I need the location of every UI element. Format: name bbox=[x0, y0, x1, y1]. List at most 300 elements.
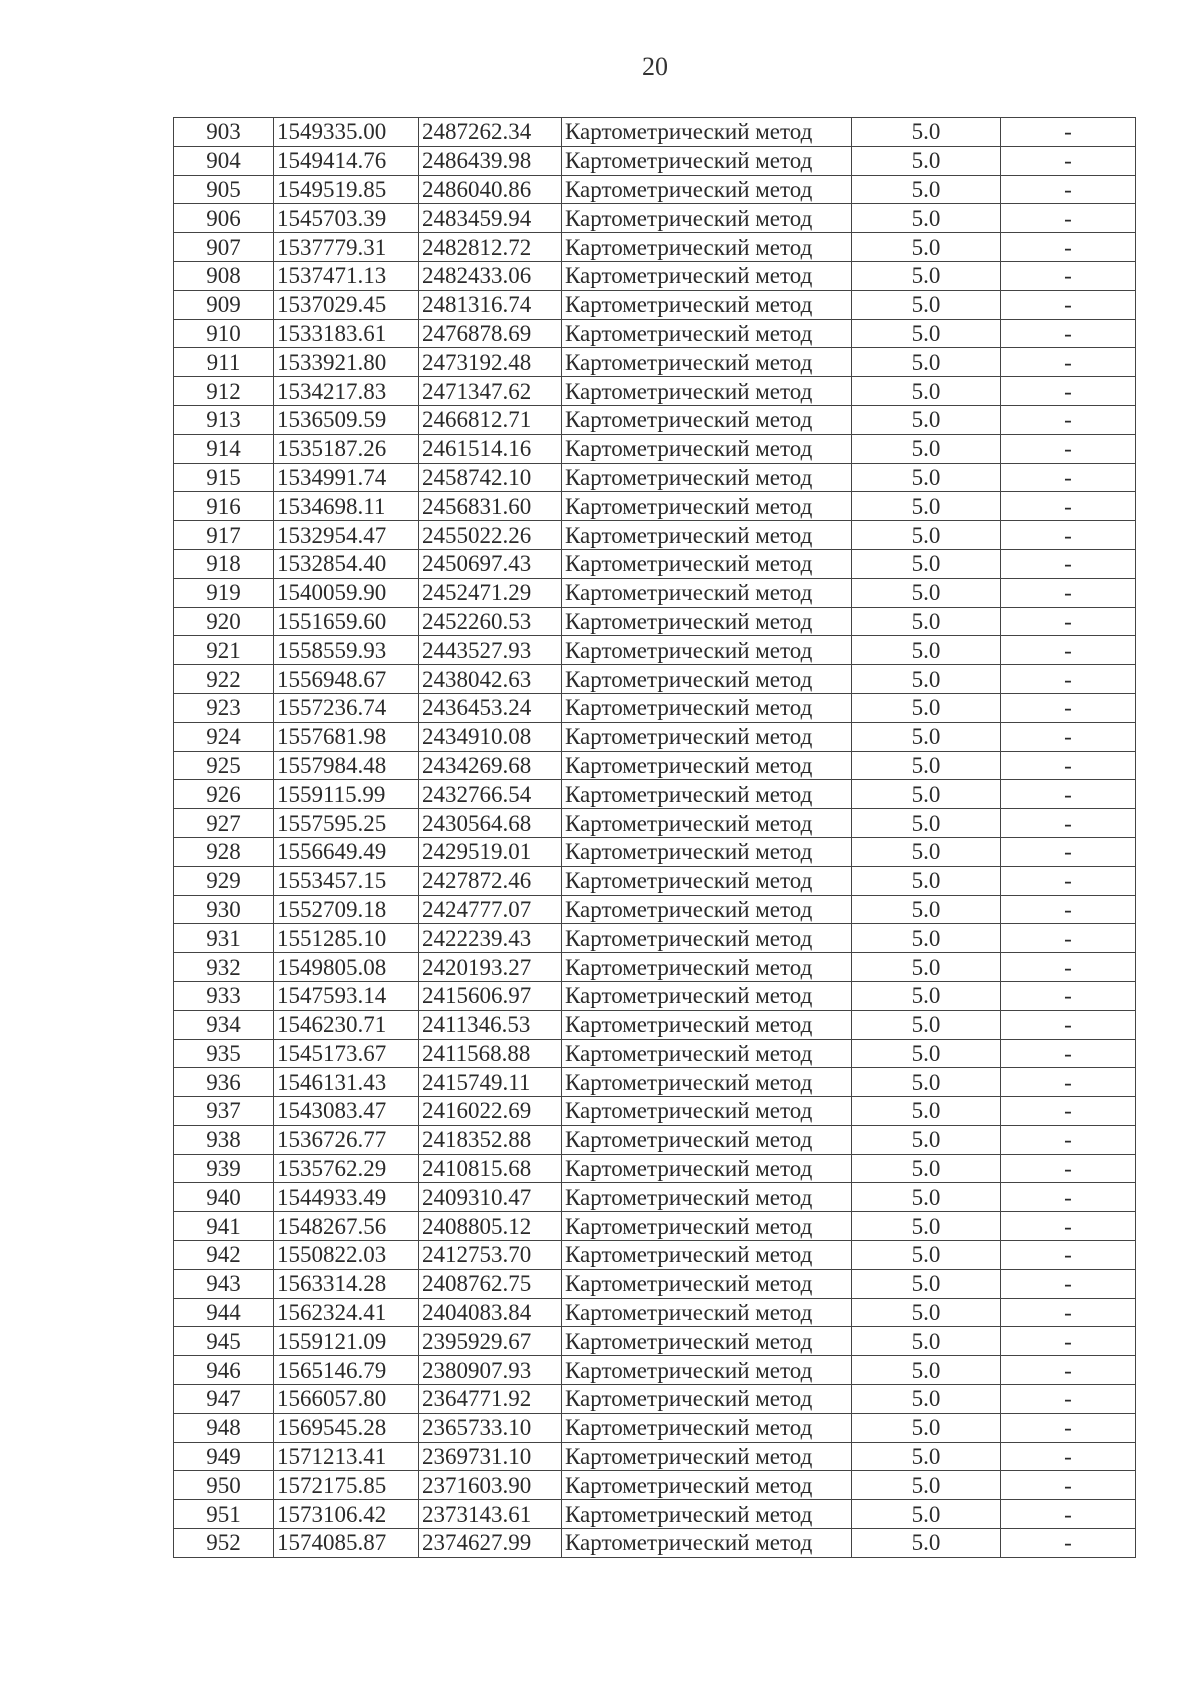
x-coordinate-cell: 1573106.42 bbox=[274, 1500, 419, 1529]
note-cell: - bbox=[1001, 1298, 1136, 1327]
accuracy-cell: 5.0 bbox=[852, 866, 1001, 895]
x-coordinate-cell: 1540059.90 bbox=[274, 578, 419, 607]
y-coordinate-cell: 2434269.68 bbox=[419, 751, 562, 780]
table-row bbox=[174, 636, 1136, 665]
point-number-cell: 904 bbox=[174, 146, 274, 175]
note-cell: - bbox=[1001, 607, 1136, 636]
table-row bbox=[174, 578, 1136, 607]
table-row bbox=[174, 290, 1136, 319]
y-coordinate-cell: 2411568.88 bbox=[419, 1039, 562, 1068]
note-cell: - bbox=[1001, 1068, 1136, 1097]
accuracy-cell: 5.0 bbox=[852, 319, 1001, 348]
x-coordinate-cell: 1563314.28 bbox=[274, 1269, 419, 1298]
y-coordinate-cell: 2443527.93 bbox=[419, 636, 562, 665]
accuracy-cell: 5.0 bbox=[852, 175, 1001, 204]
point-number-cell: 921 bbox=[174, 636, 274, 665]
note-cell: - bbox=[1001, 1500, 1136, 1529]
point-number-cell: 905 bbox=[174, 175, 274, 204]
x-coordinate-cell: 1551659.60 bbox=[274, 607, 419, 636]
table-row bbox=[174, 233, 1136, 262]
accuracy-cell: 5.0 bbox=[852, 895, 1001, 924]
point-number-cell: 944 bbox=[174, 1298, 274, 1327]
accuracy-cell: 5.0 bbox=[852, 463, 1001, 492]
point-number-cell: 923 bbox=[174, 693, 274, 722]
accuracy-cell: 5.0 bbox=[852, 693, 1001, 722]
point-number-cell: 935 bbox=[174, 1039, 274, 1068]
point-number-cell: 927 bbox=[174, 809, 274, 838]
point-number-cell: 942 bbox=[174, 1241, 274, 1270]
x-coordinate-cell: 1571213.41 bbox=[274, 1442, 419, 1471]
method-cell: Картометрический метод bbox=[562, 780, 852, 809]
y-coordinate-cell: 2404083.84 bbox=[419, 1298, 562, 1327]
page-number: 20 bbox=[642, 52, 668, 81]
y-coordinate-cell: 2418352.88 bbox=[419, 1125, 562, 1154]
y-coordinate-cell: 2420193.27 bbox=[419, 953, 562, 982]
y-coordinate-cell: 2408762.75 bbox=[419, 1269, 562, 1298]
accuracy-cell: 5.0 bbox=[852, 924, 1001, 953]
point-number-cell: 947 bbox=[174, 1385, 274, 1414]
note-cell: - bbox=[1001, 722, 1136, 751]
accuracy-cell: 5.0 bbox=[852, 1125, 1001, 1154]
accuracy-cell: 5.0 bbox=[852, 261, 1001, 290]
y-coordinate-cell: 2450697.43 bbox=[419, 549, 562, 578]
x-coordinate-cell: 1534991.74 bbox=[274, 463, 419, 492]
accuracy-cell: 5.0 bbox=[852, 1385, 1001, 1414]
x-coordinate-cell: 1534217.83 bbox=[274, 377, 419, 406]
method-cell: Картометрический метод bbox=[562, 924, 852, 953]
x-coordinate-cell: 1546131.43 bbox=[274, 1068, 419, 1097]
point-number-cell: 910 bbox=[174, 319, 274, 348]
x-coordinate-cell: 1547593.14 bbox=[274, 981, 419, 1010]
method-cell: Картометрический метод bbox=[562, 1269, 852, 1298]
table-row bbox=[174, 1154, 1136, 1183]
y-coordinate-cell: 2486040.86 bbox=[419, 175, 562, 204]
y-coordinate-cell: 2408805.12 bbox=[419, 1212, 562, 1241]
method-cell: Картометрический метод bbox=[562, 1125, 852, 1154]
note-cell: - bbox=[1001, 434, 1136, 463]
table-row bbox=[174, 146, 1136, 175]
note-cell: - bbox=[1001, 1125, 1136, 1154]
y-coordinate-cell: 2412753.70 bbox=[419, 1241, 562, 1270]
note-cell: - bbox=[1001, 348, 1136, 377]
table-row bbox=[174, 549, 1136, 578]
accuracy-cell: 5.0 bbox=[852, 1183, 1001, 1212]
point-number-cell: 907 bbox=[174, 233, 274, 262]
note-cell: - bbox=[1001, 1442, 1136, 1471]
method-cell: Картометрический метод bbox=[562, 118, 852, 147]
accuracy-cell: 5.0 bbox=[852, 722, 1001, 751]
table-row bbox=[174, 1327, 1136, 1356]
point-number-cell: 939 bbox=[174, 1154, 274, 1183]
y-coordinate-cell: 2429519.01 bbox=[419, 837, 562, 866]
note-cell: - bbox=[1001, 1183, 1136, 1212]
note-cell: - bbox=[1001, 780, 1136, 809]
table-row bbox=[174, 780, 1136, 809]
note-cell: - bbox=[1001, 866, 1136, 895]
method-cell: Картометрический метод bbox=[562, 233, 852, 262]
note-cell: - bbox=[1001, 1212, 1136, 1241]
y-coordinate-cell: 2415749.11 bbox=[419, 1068, 562, 1097]
accuracy-cell: 5.0 bbox=[852, 1356, 1001, 1385]
y-coordinate-cell: 2436453.24 bbox=[419, 693, 562, 722]
y-coordinate-cell: 2473192.48 bbox=[419, 348, 562, 377]
method-cell: Картометрический метод bbox=[562, 1442, 852, 1471]
accuracy-cell: 5.0 bbox=[852, 1097, 1001, 1126]
table-row bbox=[174, 204, 1136, 233]
note-cell: - bbox=[1001, 204, 1136, 233]
point-number-cell: 928 bbox=[174, 837, 274, 866]
x-coordinate-cell: 1545703.39 bbox=[274, 204, 419, 233]
table-row bbox=[174, 1068, 1136, 1097]
accuracy-cell: 5.0 bbox=[852, 1298, 1001, 1327]
point-number-cell: 950 bbox=[174, 1471, 274, 1500]
y-coordinate-cell: 2373143.61 bbox=[419, 1500, 562, 1529]
x-coordinate-cell: 1532954.47 bbox=[274, 521, 419, 550]
y-coordinate-cell: 2427872.46 bbox=[419, 866, 562, 895]
x-coordinate-cell: 1565146.79 bbox=[274, 1356, 419, 1385]
accuracy-cell: 5.0 bbox=[852, 1212, 1001, 1241]
point-number-cell: 932 bbox=[174, 953, 274, 982]
method-cell: Картометрический метод bbox=[562, 1298, 852, 1327]
table-row bbox=[174, 1212, 1136, 1241]
method-cell: Картометрический метод bbox=[562, 1327, 852, 1356]
accuracy-cell: 5.0 bbox=[852, 809, 1001, 838]
y-coordinate-cell: 2364771.92 bbox=[419, 1385, 562, 1414]
note-cell: - bbox=[1001, 463, 1136, 492]
x-coordinate-cell: 1557236.74 bbox=[274, 693, 419, 722]
table-row bbox=[174, 1010, 1136, 1039]
method-cell: Картометрический метод bbox=[562, 405, 852, 434]
x-coordinate-cell: 1566057.80 bbox=[274, 1385, 419, 1414]
method-cell: Картометрический метод bbox=[562, 1500, 852, 1529]
point-number-cell: 940 bbox=[174, 1183, 274, 1212]
x-coordinate-cell: 1557595.25 bbox=[274, 809, 419, 838]
x-coordinate-cell: 1543083.47 bbox=[274, 1097, 419, 1126]
table-row bbox=[174, 837, 1136, 866]
x-coordinate-cell: 1569545.28 bbox=[274, 1413, 419, 1442]
x-coordinate-cell: 1536726.77 bbox=[274, 1125, 419, 1154]
y-coordinate-cell: 2369731.10 bbox=[419, 1442, 562, 1471]
table-row bbox=[174, 866, 1136, 895]
accuracy-cell: 5.0 bbox=[852, 1010, 1001, 1039]
accuracy-cell: 5.0 bbox=[852, 751, 1001, 780]
table-row bbox=[174, 463, 1136, 492]
y-coordinate-cell: 2434910.08 bbox=[419, 722, 562, 751]
point-number-cell: 911 bbox=[174, 348, 274, 377]
x-coordinate-cell: 1556948.67 bbox=[274, 665, 419, 694]
method-cell: Картометрический метод bbox=[562, 1039, 852, 1068]
y-coordinate-cell: 2481316.74 bbox=[419, 290, 562, 319]
point-number-cell: 915 bbox=[174, 463, 274, 492]
accuracy-cell: 5.0 bbox=[852, 521, 1001, 550]
point-number-cell: 946 bbox=[174, 1356, 274, 1385]
point-number-cell: 906 bbox=[174, 204, 274, 233]
accuracy-cell: 5.0 bbox=[852, 1442, 1001, 1471]
x-coordinate-cell: 1535762.29 bbox=[274, 1154, 419, 1183]
table-row bbox=[174, 175, 1136, 204]
y-coordinate-cell: 2486439.98 bbox=[419, 146, 562, 175]
note-cell: - bbox=[1001, 895, 1136, 924]
table-row bbox=[174, 1241, 1136, 1270]
note-cell: - bbox=[1001, 1327, 1136, 1356]
method-cell: Картометрический метод bbox=[562, 1241, 852, 1270]
x-coordinate-cell: 1550822.03 bbox=[274, 1241, 419, 1270]
y-coordinate-cell: 2466812.71 bbox=[419, 405, 562, 434]
accuracy-cell: 5.0 bbox=[852, 377, 1001, 406]
method-cell: Картометрический метод bbox=[562, 377, 852, 406]
accuracy-cell: 5.0 bbox=[852, 1529, 1001, 1558]
point-number-cell: 925 bbox=[174, 751, 274, 780]
note-cell: - bbox=[1001, 636, 1136, 665]
table-row bbox=[174, 722, 1136, 751]
point-number-cell: 936 bbox=[174, 1068, 274, 1097]
point-number-cell: 920 bbox=[174, 607, 274, 636]
table-row bbox=[174, 1039, 1136, 1068]
accuracy-cell: 5.0 bbox=[852, 953, 1001, 982]
accuracy-cell: 5.0 bbox=[852, 665, 1001, 694]
y-coordinate-cell: 2380907.93 bbox=[419, 1356, 562, 1385]
method-cell: Картометрический метод bbox=[562, 1154, 852, 1183]
point-number-cell: 943 bbox=[174, 1269, 274, 1298]
point-number-cell: 930 bbox=[174, 895, 274, 924]
x-coordinate-cell: 1556649.49 bbox=[274, 837, 419, 866]
point-number-cell: 951 bbox=[174, 1500, 274, 1529]
point-number-cell: 916 bbox=[174, 492, 274, 521]
note-cell: - bbox=[1001, 521, 1136, 550]
y-coordinate-cell: 2483459.94 bbox=[419, 204, 562, 233]
note-cell: - bbox=[1001, 377, 1136, 406]
point-number-cell: 945 bbox=[174, 1327, 274, 1356]
method-cell: Картометрический метод bbox=[562, 866, 852, 895]
method-cell: Картометрический метод bbox=[562, 549, 852, 578]
note-cell: - bbox=[1001, 290, 1136, 319]
accuracy-cell: 5.0 bbox=[852, 290, 1001, 319]
method-cell: Картометрический метод bbox=[562, 204, 852, 233]
accuracy-cell: 5.0 bbox=[852, 118, 1001, 147]
x-coordinate-cell: 1537779.31 bbox=[274, 233, 419, 262]
coordinates-table-body bbox=[174, 118, 1136, 1558]
table-row bbox=[174, 1125, 1136, 1154]
x-coordinate-cell: 1553457.15 bbox=[274, 866, 419, 895]
y-coordinate-cell: 2409310.47 bbox=[419, 1183, 562, 1212]
table-row bbox=[174, 751, 1136, 780]
note-cell: - bbox=[1001, 146, 1136, 175]
method-cell: Картометрический метод bbox=[562, 175, 852, 204]
y-coordinate-cell: 2430564.68 bbox=[419, 809, 562, 838]
table-row bbox=[174, 1529, 1136, 1558]
note-cell: - bbox=[1001, 578, 1136, 607]
accuracy-cell: 5.0 bbox=[852, 578, 1001, 607]
x-coordinate-cell: 1559115.99 bbox=[274, 780, 419, 809]
note-cell: - bbox=[1001, 809, 1136, 838]
table-row bbox=[174, 1356, 1136, 1385]
table-row bbox=[174, 1500, 1136, 1529]
table-row bbox=[174, 1385, 1136, 1414]
y-coordinate-cell: 2452260.53 bbox=[419, 607, 562, 636]
accuracy-cell: 5.0 bbox=[852, 233, 1001, 262]
y-coordinate-cell: 2461514.16 bbox=[419, 434, 562, 463]
x-coordinate-cell: 1535187.26 bbox=[274, 434, 419, 463]
method-cell: Картометрический метод bbox=[562, 1068, 852, 1097]
point-number-cell: 948 bbox=[174, 1413, 274, 1442]
table-row bbox=[174, 348, 1136, 377]
x-coordinate-cell: 1537471.13 bbox=[274, 261, 419, 290]
x-coordinate-cell: 1537029.45 bbox=[274, 290, 419, 319]
table-row bbox=[174, 1097, 1136, 1126]
x-coordinate-cell: 1549519.85 bbox=[274, 175, 419, 204]
note-cell: - bbox=[1001, 924, 1136, 953]
accuracy-cell: 5.0 bbox=[852, 549, 1001, 578]
note-cell: - bbox=[1001, 175, 1136, 204]
accuracy-cell: 5.0 bbox=[852, 780, 1001, 809]
note-cell: - bbox=[1001, 319, 1136, 348]
x-coordinate-cell: 1559121.09 bbox=[274, 1327, 419, 1356]
point-number-cell: 922 bbox=[174, 665, 274, 694]
point-number-cell: 938 bbox=[174, 1125, 274, 1154]
note-cell: - bbox=[1001, 1413, 1136, 1442]
point-number-cell: 933 bbox=[174, 981, 274, 1010]
table-row bbox=[174, 924, 1136, 953]
method-cell: Картометрический метод bbox=[562, 463, 852, 492]
point-number-cell: 903 bbox=[174, 118, 274, 147]
accuracy-cell: 5.0 bbox=[852, 492, 1001, 521]
accuracy-cell: 5.0 bbox=[852, 348, 1001, 377]
table-row bbox=[174, 1183, 1136, 1212]
note-cell: - bbox=[1001, 837, 1136, 866]
method-cell: Картометрический метод bbox=[562, 607, 852, 636]
method-cell: Картометрический метод bbox=[562, 1413, 852, 1442]
table-row bbox=[174, 1471, 1136, 1500]
accuracy-cell: 5.0 bbox=[852, 204, 1001, 233]
accuracy-cell: 5.0 bbox=[852, 981, 1001, 1010]
note-cell: - bbox=[1001, 405, 1136, 434]
table-row bbox=[174, 1442, 1136, 1471]
accuracy-cell: 5.0 bbox=[852, 1241, 1001, 1270]
table-row bbox=[174, 1298, 1136, 1327]
table-row bbox=[174, 319, 1136, 348]
x-coordinate-cell: 1533921.80 bbox=[274, 348, 419, 377]
method-cell: Картометрический метод bbox=[562, 837, 852, 866]
table-row bbox=[174, 953, 1136, 982]
table-row bbox=[174, 693, 1136, 722]
x-coordinate-cell: 1545173.67 bbox=[274, 1039, 419, 1068]
point-number-cell: 909 bbox=[174, 290, 274, 319]
x-coordinate-cell: 1549335.00 bbox=[274, 118, 419, 147]
accuracy-cell: 5.0 bbox=[852, 607, 1001, 636]
accuracy-cell: 5.0 bbox=[852, 405, 1001, 434]
y-coordinate-cell: 2415606.97 bbox=[419, 981, 562, 1010]
x-coordinate-cell: 1562324.41 bbox=[274, 1298, 419, 1327]
note-cell: - bbox=[1001, 1529, 1136, 1558]
point-number-cell: 934 bbox=[174, 1010, 274, 1039]
method-cell: Картометрический метод bbox=[562, 722, 852, 751]
method-cell: Картометрический метод bbox=[562, 1212, 852, 1241]
note-cell: - bbox=[1001, 981, 1136, 1010]
method-cell: Картометрический метод bbox=[562, 348, 852, 377]
method-cell: Картометрический метод bbox=[562, 434, 852, 463]
x-coordinate-cell: 1546230.71 bbox=[274, 1010, 419, 1039]
accuracy-cell: 5.0 bbox=[852, 1327, 1001, 1356]
accuracy-cell: 5.0 bbox=[852, 837, 1001, 866]
method-cell: Картометрический метод bbox=[562, 751, 852, 780]
method-cell: Картометрический метод bbox=[562, 261, 852, 290]
point-number-cell: 937 bbox=[174, 1097, 274, 1126]
x-coordinate-cell: 1549805.08 bbox=[274, 953, 419, 982]
point-number-cell: 912 bbox=[174, 377, 274, 406]
point-number-cell: 931 bbox=[174, 924, 274, 953]
method-cell: Картометрический метод bbox=[562, 1097, 852, 1126]
x-coordinate-cell: 1557984.48 bbox=[274, 751, 419, 780]
table-row bbox=[174, 434, 1136, 463]
method-cell: Картометрический метод bbox=[562, 1010, 852, 1039]
note-cell: - bbox=[1001, 1154, 1136, 1183]
y-coordinate-cell: 2456831.60 bbox=[419, 492, 562, 521]
note-cell: - bbox=[1001, 549, 1136, 578]
y-coordinate-cell: 2432766.54 bbox=[419, 780, 562, 809]
coordinates-table bbox=[173, 117, 1136, 1558]
table-row bbox=[174, 492, 1136, 521]
point-number-cell: 913 bbox=[174, 405, 274, 434]
note-cell: - bbox=[1001, 261, 1136, 290]
point-number-cell: 926 bbox=[174, 780, 274, 809]
y-coordinate-cell: 2395929.67 bbox=[419, 1327, 562, 1356]
x-coordinate-cell: 1549414.76 bbox=[274, 146, 419, 175]
y-coordinate-cell: 2438042.63 bbox=[419, 665, 562, 694]
table-row bbox=[174, 1413, 1136, 1442]
accuracy-cell: 5.0 bbox=[852, 1500, 1001, 1529]
method-cell: Картометрический метод bbox=[562, 809, 852, 838]
note-cell: - bbox=[1001, 233, 1136, 262]
y-coordinate-cell: 2471347.62 bbox=[419, 377, 562, 406]
x-coordinate-cell: 1532854.40 bbox=[274, 549, 419, 578]
method-cell: Картометрический метод bbox=[562, 492, 852, 521]
note-cell: - bbox=[1001, 1269, 1136, 1298]
note-cell: - bbox=[1001, 1241, 1136, 1270]
note-cell: - bbox=[1001, 1039, 1136, 1068]
x-coordinate-cell: 1534698.11 bbox=[274, 492, 419, 521]
accuracy-cell: 5.0 bbox=[852, 434, 1001, 463]
note-cell: - bbox=[1001, 693, 1136, 722]
x-coordinate-cell: 1551285.10 bbox=[274, 924, 419, 953]
x-coordinate-cell: 1536509.59 bbox=[274, 405, 419, 434]
note-cell: - bbox=[1001, 1356, 1136, 1385]
method-cell: Картометрический метод bbox=[562, 1385, 852, 1414]
note-cell: - bbox=[1001, 953, 1136, 982]
point-number-cell: 918 bbox=[174, 549, 274, 578]
method-cell: Картометрический метод bbox=[562, 1356, 852, 1385]
method-cell: Картометрический метод bbox=[562, 290, 852, 319]
point-number-cell: 908 bbox=[174, 261, 274, 290]
y-coordinate-cell: 2371603.90 bbox=[419, 1471, 562, 1500]
y-coordinate-cell: 2452471.29 bbox=[419, 578, 562, 607]
table-row bbox=[174, 607, 1136, 636]
table-row bbox=[174, 261, 1136, 290]
method-cell: Картометрический метод bbox=[562, 693, 852, 722]
table-row bbox=[174, 1269, 1136, 1298]
table-row bbox=[174, 377, 1136, 406]
method-cell: Картометрический метод bbox=[562, 981, 852, 1010]
x-coordinate-cell: 1557681.98 bbox=[274, 722, 419, 751]
method-cell: Картометрический метод bbox=[562, 953, 852, 982]
method-cell: Картометрический метод bbox=[562, 636, 852, 665]
table-row bbox=[174, 665, 1136, 694]
y-coordinate-cell: 2455022.26 bbox=[419, 521, 562, 550]
accuracy-cell: 5.0 bbox=[852, 1039, 1001, 1068]
y-coordinate-cell: 2410815.68 bbox=[419, 1154, 562, 1183]
note-cell: - bbox=[1001, 751, 1136, 780]
y-coordinate-cell: 2416022.69 bbox=[419, 1097, 562, 1126]
accuracy-cell: 5.0 bbox=[852, 1154, 1001, 1183]
